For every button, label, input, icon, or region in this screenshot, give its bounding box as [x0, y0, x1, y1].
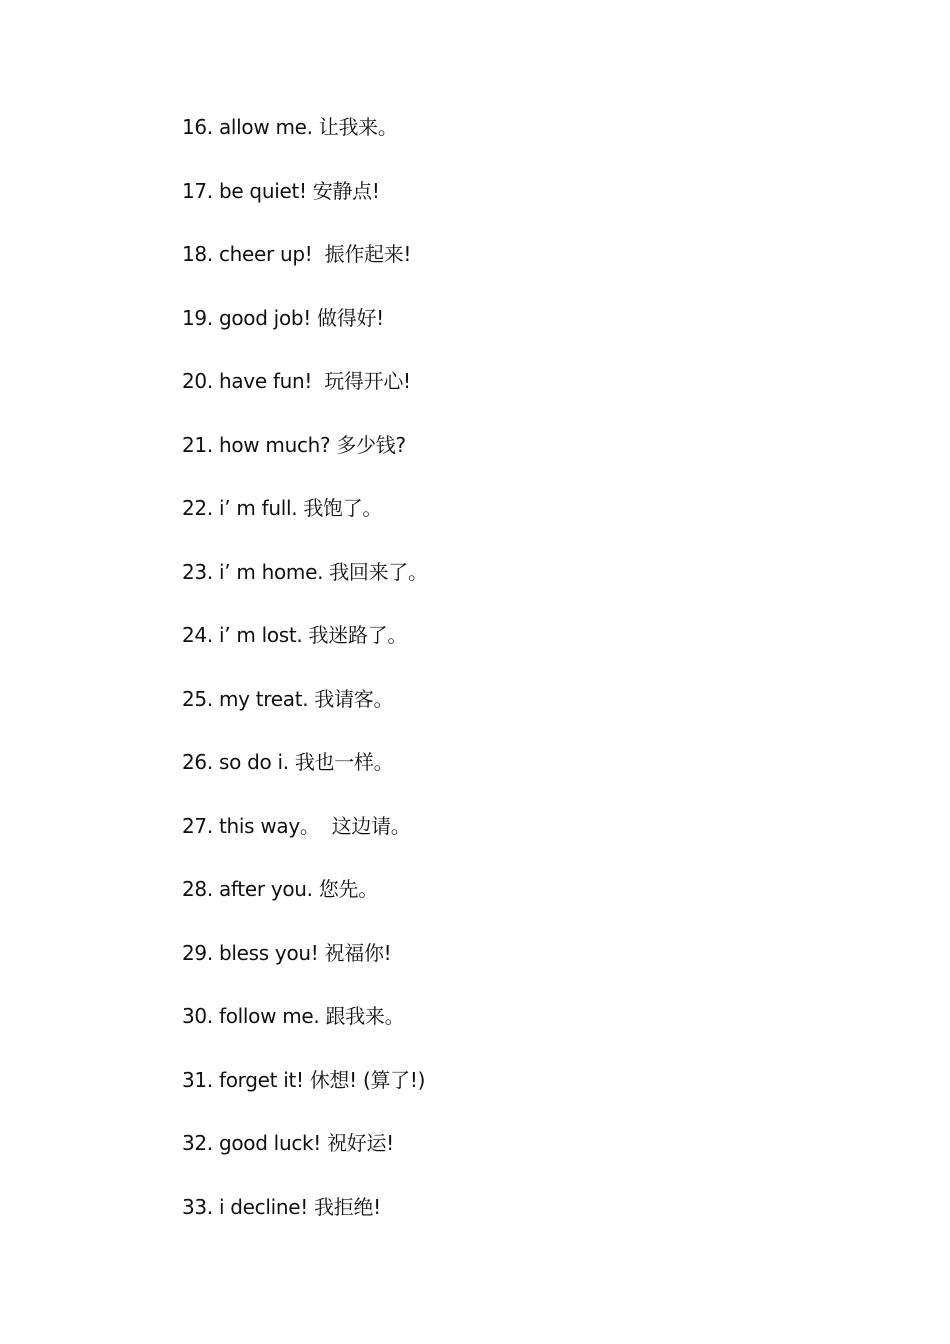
phrase-line: 18. cheer up! 振作起来! — [182, 242, 412, 266]
phrase-line: 26. so do i. 我也一样。 — [182, 750, 394, 774]
phrase-line: 28. after you. 您先。 — [182, 877, 378, 901]
phrase-line: 23. i’ m home. 我回来了。 — [182, 559, 428, 584]
phrase-line: 32. good luck! 祝好运! — [182, 1131, 394, 1155]
phrase-list — [182, 112, 428, 1255]
phrase-line: 16. allow me. 让我来。 — [182, 115, 398, 139]
phrase-line: 30. follow me. 跟我来。 — [182, 1004, 405, 1028]
phrase-line: 17. be quiet! 安静点! — [182, 178, 380, 203]
phrase-line: 25. my treat. 我请客。 — [182, 686, 394, 711]
phrase-line: 20. have fun! 玩得开心! — [182, 369, 411, 393]
phrase-line: 27. this way。 这边请。 — [182, 813, 411, 838]
phrase-line: 24. i’ m lost. 我迷路了。 — [182, 623, 408, 647]
phrase-line: 19. good job! 做得好! — [182, 305, 384, 330]
phrase-line: 31. forget it! 休想! (算了!) — [182, 1067, 426, 1092]
phrase-line: 22. i’ m full. 我饱了。 — [182, 496, 383, 520]
phrase-line: 33. i decline! 我拒绝! — [182, 1194, 381, 1219]
phrase-line: 21. how much? 多少钱? — [182, 432, 406, 457]
phrase-line: 29. bless you! 祝福你! — [182, 940, 392, 965]
